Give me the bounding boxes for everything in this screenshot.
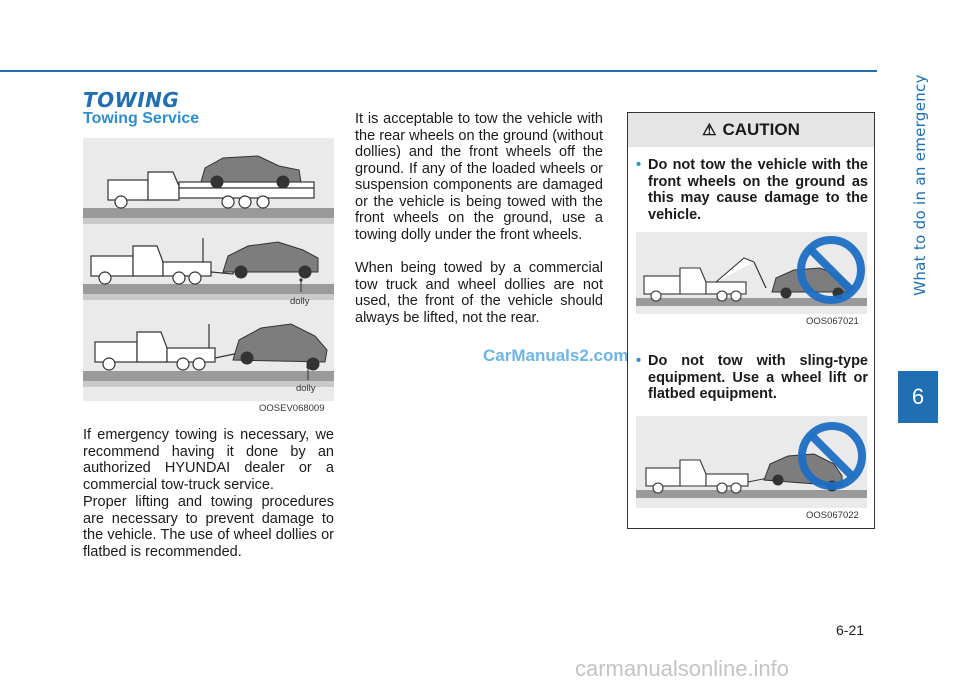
caution-bullet-2-text: Do not tow with sling-type equipment. Use a wheel lift or flatbed equipment.: [648, 353, 868, 402]
caution-figure-2: [636, 416, 867, 508]
warning-triangle-icon: ⚠: [702, 122, 717, 139]
towing-methods-illustration: [83, 138, 334, 401]
chapter-number: 6: [911, 384, 925, 409]
middle-paragraph-1: It is acceptable to tow the vehicle with the rear wheels on the ground (without dollies) and the front wheels off the ground. If any of the loaded wheels or suspension components are damaged or the vehicle is being towed with the front wheels on the ground, use a towing dolly under the front wheels.: [355, 111, 603, 243]
footer-watermark: carmanualsonline.info: [575, 656, 790, 681]
chapter-title-text: What to do in an emergency: [911, 74, 929, 296]
dolly-label-2: dolly: [296, 383, 316, 394]
sling-tow-illustration: [636, 416, 867, 508]
page-number: 6-21: [836, 622, 865, 638]
header-rule: [0, 70, 877, 72]
caution-box: [627, 112, 875, 529]
dolly-label-1: dolly: [290, 296, 310, 307]
section-subtitle: Towing Service: [83, 110, 200, 127]
caution-heading: CAUTION: [722, 120, 800, 139]
middle-paragraph-2: When being towed by a commercial tow truck and wheel dollies are not used, the front of the vehicle should always be lifted, not the rear.: [355, 260, 603, 326]
left-paragraph-2: Proper lifting and towing procedures are necessary to prevent damage to the vehicle. The use of wheel dollies or flatbed is recommended.: [83, 494, 334, 560]
caution-bullet-1-text: Do not tow the vehicle with the front wheels on the ground as this may cause damage to the vehicle.: [648, 157, 868, 223]
caution-bullet-1: [636, 157, 868, 223]
watermark-carmanuals2: CarManuals2.com: [483, 346, 629, 365]
chapter-number-tab[interactable]: [898, 371, 938, 423]
bullet-dot-icon: •: [636, 353, 642, 369]
caution-bullet-2: [636, 353, 868, 403]
caution-figure-1: [636, 232, 867, 314]
caution-figure-code-1: OOS067021: [806, 316, 859, 327]
tow-front-on-ground-illustration: [636, 232, 867, 314]
section-title: TOWING: [83, 88, 180, 112]
left-paragraph-1: If emergency towing is necessary, we recommend having it done by an authorized HYUNDAI dealer or a commercial tow-truck service.: [83, 427, 334, 493]
bullet-dot-icon: •: [636, 157, 642, 173]
caution-header: [628, 113, 874, 147]
towing-methods-figure: [83, 138, 334, 401]
caution-figure-code-2: OOS067022: [806, 510, 859, 521]
figure-code-main: OOSEV068009: [259, 403, 325, 414]
